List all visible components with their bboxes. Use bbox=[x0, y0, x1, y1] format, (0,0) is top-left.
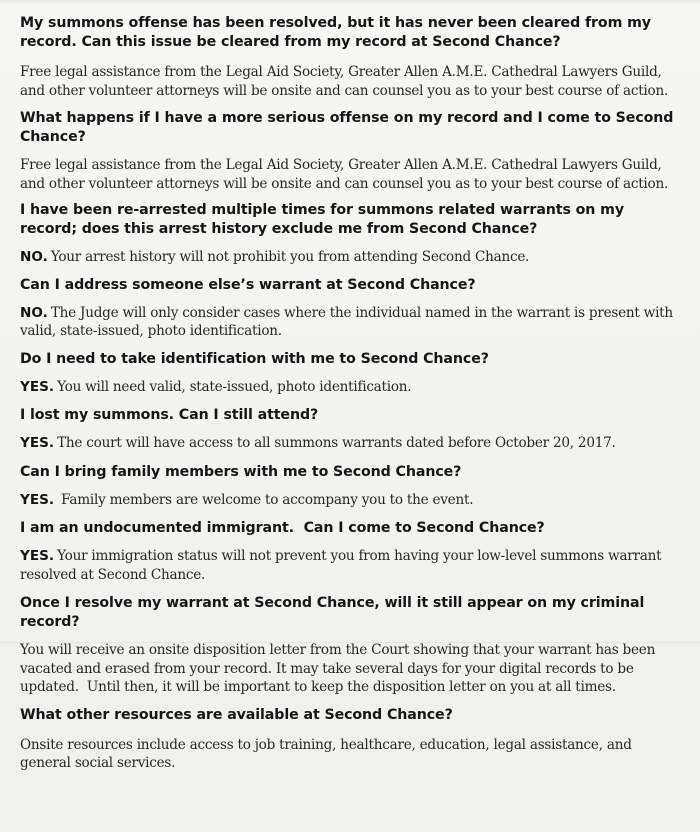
faq-answer-text: Onsite resources include access to job training, healthcare, education, legal assistance, and general social services. bbox=[20, 736, 632, 771]
faq-answer bbox=[20, 641, 678, 697]
faq-question: I have been re-arrested multiple times for summons related warrants on my record; does this arrest history exclude me from Second Chance? bbox=[20, 202, 624, 237]
faq-answer bbox=[20, 736, 678, 773]
faq-answer-text: Your arrest history will not prohibit you from attending Second Chance. bbox=[50, 249, 530, 265]
faq-item bbox=[20, 201, 678, 267]
faq-answer bbox=[20, 547, 678, 584]
faq-item bbox=[20, 350, 678, 397]
faq-question: What happens if I have a more serious offense on my record and I come to Second Chance? bbox=[20, 110, 674, 145]
faq-answer-lead: YES. bbox=[20, 491, 55, 508]
faq-question: Can I bring family members with me to Second Chance? bbox=[20, 463, 462, 480]
paper-shadow bbox=[0, 0, 700, 4]
faq-item bbox=[20, 463, 678, 510]
faq-question: Can I address someone else’s warrant at Second Chance? bbox=[20, 276, 476, 293]
faq-question: I lost my summons. Can I still attend? bbox=[20, 407, 319, 423]
faq-answer-text: Family members are welcome to accompany you to the event. bbox=[57, 491, 474, 508]
faq-answer bbox=[20, 491, 678, 510]
faq-answer-lead: NO. bbox=[20, 249, 48, 265]
faq-question: My summons offense has been resolved, but it has never been cleared from my record. Can this issue be cleared from my record at Second Chance? bbox=[20, 15, 651, 50]
faq-item bbox=[20, 276, 678, 341]
faq-answer bbox=[20, 304, 678, 341]
faq-item bbox=[20, 14, 678, 100]
faq-answer-lead: NO. bbox=[20, 304, 48, 321]
faq-answer-text: The court will have access to all summons warrants dated before October 20, 2017. bbox=[57, 435, 616, 451]
faq-item bbox=[20, 706, 678, 773]
faq-answer bbox=[20, 434, 678, 453]
paper-fold bbox=[0, 642, 700, 643]
faq-answer-text: Your immigration status will not prevent you from having your low-level summons warrant resolved at Second Chance. bbox=[20, 548, 662, 583]
faq-item bbox=[20, 406, 678, 453]
faq-answer-text: The Judge will only consider cases where the individual named in the warrant is present with valid, state-issued, photo identification. bbox=[20, 304, 673, 339]
faq-answer-text: You will need valid, state-issued, photo identification. bbox=[57, 378, 412, 395]
faq-answer-text: Free legal assistance from the Legal Aid Society, Greater Allen A.M.E. Cathedral Lawyers Guild, and other volunteer attorneys will be onsite and can counsel you as to your best course of action. bbox=[20, 157, 669, 192]
faq-answer-lead: YES. bbox=[20, 548, 55, 564]
faq-question: Do I need to take identification with me to Second Chance? bbox=[20, 350, 489, 367]
faq-answer bbox=[20, 156, 678, 193]
faq-question: Once I resolve my warrant at Second Chance, will it still appear on my criminal record? bbox=[20, 595, 645, 630]
faq-answer bbox=[20, 248, 678, 267]
faq-item bbox=[20, 109, 678, 193]
faq-question: I am an undocumented immigrant. Can I come to Second Chance? bbox=[20, 520, 545, 536]
faq-answer-text: You will receive an onsite disposition letter from the Court showing that your warrant has been vacated and erased from your record. It may take several days for your digital records to be updated. Until then, it will be important to keep the disposition letter on you at all times. bbox=[20, 642, 660, 695]
faq-answer-lead: YES. bbox=[20, 378, 55, 395]
faq-answer-text: Free legal assistance from the Legal Aid Society, Greater Allen A.M.E. Cathedral Lawyers Guild, and other volunteer attorneys will be onsite and can counsel you as to your best course of action. bbox=[20, 64, 669, 99]
faq-answer-lead: YES. bbox=[20, 435, 55, 451]
faq-answer bbox=[20, 378, 678, 397]
faq-item bbox=[20, 594, 678, 697]
faq-item bbox=[20, 519, 678, 584]
faq-answer bbox=[20, 63, 678, 100]
faq-question: What other resources are available at Second Chance? bbox=[20, 706, 453, 723]
